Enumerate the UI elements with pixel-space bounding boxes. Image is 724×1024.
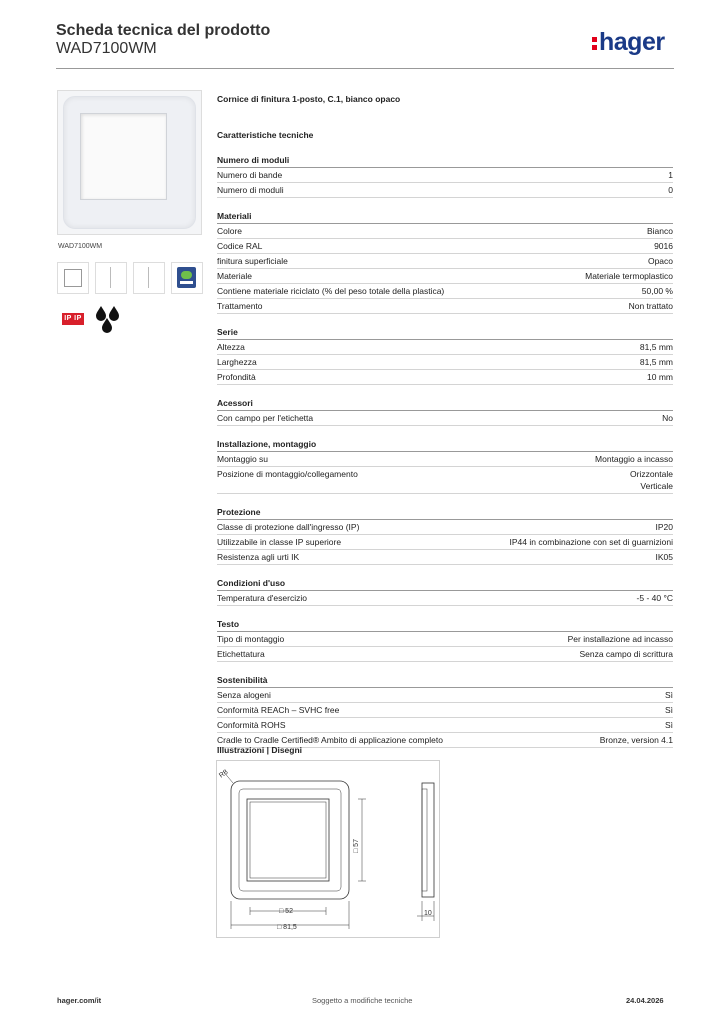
footer-note: Soggetto a modifiche tecniche xyxy=(312,996,413,1005)
spec-label: Materiale xyxy=(217,271,252,281)
spec-value-line: 81,5 mm xyxy=(639,342,673,352)
spec-value-line: Per installazione ad incasso xyxy=(567,634,673,644)
spec-group-title: Condizioni d'uso xyxy=(217,577,673,591)
photo-caption: WAD7100WM xyxy=(58,243,103,250)
spec-label: Senza alogeni xyxy=(217,690,271,700)
spec-label: Con campo per l'etichetta xyxy=(217,413,314,423)
water-drops-icon xyxy=(93,303,123,333)
spec-value xyxy=(585,270,673,282)
spec-value xyxy=(595,453,673,465)
spec-row xyxy=(217,452,673,467)
spec-label: Numero di moduli xyxy=(217,185,284,195)
spec-label: Posizione di montaggio/collegamento xyxy=(217,469,358,479)
spec-row xyxy=(217,355,673,370)
spec-label: Altezza xyxy=(217,342,245,352)
spec-value-line: Opaco xyxy=(647,256,673,266)
logo-dots-icon xyxy=(592,34,598,50)
dim-inner-width-label: □ 52 xyxy=(279,908,293,915)
hager-logo xyxy=(592,28,665,57)
spec-value xyxy=(647,225,673,237)
spec-row xyxy=(217,718,673,733)
page-title: Scheda tecnica del prodotto xyxy=(56,22,271,39)
thumbnail-side-view[interactable] xyxy=(95,262,127,294)
spec-group xyxy=(217,506,673,565)
dim-radius-label: R8 xyxy=(218,768,230,780)
tech-heading: Caratteristiche tecniche xyxy=(217,130,314,140)
spec-value-line: IK05 xyxy=(655,552,673,562)
dimension-drawing xyxy=(216,760,440,938)
spec-group xyxy=(217,326,673,385)
spec-label: Numero di bande xyxy=(217,170,283,180)
spec-value xyxy=(600,734,673,746)
spec-row xyxy=(217,254,673,269)
spec-value xyxy=(668,169,673,181)
spec-value-line: -5 - 40 °C xyxy=(636,593,673,603)
spec-value xyxy=(665,719,673,731)
spec-value xyxy=(668,184,673,196)
spec-group xyxy=(217,438,673,494)
spec-row xyxy=(217,520,673,535)
spec-value-line: IP44 in combinazione con set di guarnizioni xyxy=(509,537,673,547)
frame-inner xyxy=(80,113,167,200)
spec-value xyxy=(640,341,673,353)
side-outline xyxy=(422,783,434,897)
spec-group-title: Protezione xyxy=(217,506,673,520)
spec-group-title: Installazione, montaggio xyxy=(217,438,673,452)
spec-row xyxy=(217,340,673,355)
front-mid-outline xyxy=(239,789,341,891)
thumbnail-side-view-2[interactable] xyxy=(133,262,165,294)
side-inner xyxy=(422,789,427,891)
logo-text: hager xyxy=(599,28,665,56)
spec-table xyxy=(217,92,673,748)
spec-label: Profondità xyxy=(217,372,256,382)
spec-value-line: Sì xyxy=(664,690,673,700)
dim-outer-width-label: □ 81,5 xyxy=(277,924,297,931)
spec-label: Resistenza agli urti IK xyxy=(217,552,300,562)
spec-label: Etichettatura xyxy=(217,649,265,659)
spec-row xyxy=(217,299,673,314)
spec-label: Larghezza xyxy=(217,357,257,367)
spec-label: Trattamento xyxy=(217,301,263,311)
header-divider xyxy=(56,68,674,69)
spec-row xyxy=(217,224,673,239)
spec-value xyxy=(510,536,674,548)
thumbnail-certification[interactable] xyxy=(171,262,203,294)
spec-group xyxy=(217,397,673,426)
spec-row xyxy=(217,632,673,647)
spec-group-title: Numero di moduli xyxy=(217,154,673,168)
spec-group xyxy=(217,618,673,662)
spec-value-line: Orizzontale xyxy=(630,469,673,479)
spec-row xyxy=(217,370,673,385)
drawings-heading: Illustrazioni | Disegni xyxy=(217,745,303,755)
footer-website[interactable]: hager.com/it xyxy=(57,996,102,1005)
spec-label: Conformità ROHS xyxy=(217,720,286,730)
dimension-drawing-svg xyxy=(217,761,439,937)
spec-row xyxy=(217,591,673,606)
dim-depth-label: 10 xyxy=(424,910,432,917)
spec-label: Utilizzabile in classe IP superiore xyxy=(217,537,342,547)
spec-label: finitura superficiale xyxy=(217,256,288,266)
product-photo xyxy=(57,90,202,235)
spec-value xyxy=(637,592,673,604)
spec-row xyxy=(217,239,673,254)
spec-row xyxy=(217,535,673,550)
spec-value-line: IP20 xyxy=(655,522,673,532)
spec-value xyxy=(656,551,674,563)
spec-row xyxy=(217,550,673,565)
spec-label: Conformità REACh – SVHC free xyxy=(217,705,340,715)
spec-value xyxy=(662,412,673,424)
spec-group xyxy=(217,577,673,606)
spec-value xyxy=(629,300,673,312)
spec-value-line: Non trattato xyxy=(628,301,673,311)
spec-label: Codice RAL xyxy=(217,241,263,251)
spec-row xyxy=(217,411,673,426)
spec-value xyxy=(648,255,673,267)
spec-value-line: Materiale termoplastico xyxy=(585,271,673,281)
spec-value-line: Montaggio a incasso xyxy=(595,454,673,464)
front-opening-outline xyxy=(250,802,326,878)
spec-value-line: Sì xyxy=(664,705,673,715)
spec-row xyxy=(217,703,673,718)
spec-value-line: Verticale xyxy=(640,481,673,491)
dim-inner-height-label: □ 57 xyxy=(353,839,360,853)
spec-group xyxy=(217,210,673,314)
spec-value-line: 0 xyxy=(668,185,673,195)
product-name: Cornice di finitura 1-posto, C.1, bianco opaco xyxy=(217,94,401,104)
spec-value-line: Sì xyxy=(664,720,673,730)
spec-row xyxy=(217,467,673,494)
spec-value xyxy=(579,648,673,660)
spec-value xyxy=(665,689,673,701)
spec-value-line: Senza campo di scrittura xyxy=(579,649,673,659)
spec-label: Cradle to Cradle Certified® Ambito di applicazione completo xyxy=(217,735,443,745)
thumbnail-front-view[interactable] xyxy=(57,262,89,294)
side-line-icon xyxy=(148,267,149,288)
spec-label: Contiene materiale riciclato (% del peso totale della plastica) xyxy=(217,286,445,296)
product-code: WAD7100WM xyxy=(56,40,157,57)
spec-value xyxy=(630,468,673,492)
spec-value-line: 1 xyxy=(668,170,673,180)
ip-rating-icon: IP IP xyxy=(62,313,84,325)
front-inner-outline xyxy=(247,799,329,881)
spec-groups xyxy=(217,154,673,748)
spec-group-title: Serie xyxy=(217,326,673,340)
spec-label: Colore xyxy=(217,226,243,236)
spec-value xyxy=(656,521,674,533)
square-frame-icon xyxy=(64,269,82,287)
spec-value xyxy=(647,371,673,383)
spec-group-title: Testo xyxy=(217,618,673,632)
spec-value xyxy=(640,356,673,368)
spec-value-line: 50,00 % xyxy=(641,286,673,296)
spec-row xyxy=(217,688,673,703)
spec-group xyxy=(217,674,673,748)
certification-badge-icon xyxy=(177,267,196,288)
spec-value-line: 9016 xyxy=(654,241,673,251)
spec-row xyxy=(217,647,673,662)
spec-label: Montaggio su xyxy=(217,454,269,464)
spec-group-title: Materiali xyxy=(217,210,673,224)
spec-label: Temperatura d'esercizio xyxy=(217,593,307,603)
spec-value-line: No xyxy=(662,413,673,423)
spec-group-title: Acessori xyxy=(217,397,673,411)
spec-group-title: Sostenibilità xyxy=(217,674,673,688)
spec-value xyxy=(654,240,673,252)
spec-row xyxy=(217,284,673,299)
spec-value-line: Bronze, version 4.1 xyxy=(599,735,673,745)
spec-value-line: Bianco xyxy=(647,226,673,236)
spec-row xyxy=(217,269,673,284)
side-line-icon xyxy=(110,267,111,288)
spec-value xyxy=(665,704,673,716)
spec-value xyxy=(568,633,673,645)
spec-value xyxy=(642,285,673,297)
spec-label: Classe di protezione dall'ingresso (IP) xyxy=(217,522,360,532)
spec-row xyxy=(217,168,673,183)
spec-label: Tipo di montaggio xyxy=(217,634,285,644)
spec-row xyxy=(217,183,673,198)
spec-value-line: 10 mm xyxy=(647,372,673,382)
footer-date: 24.04.2026 xyxy=(626,996,664,1005)
spec-value-line: 81,5 mm xyxy=(639,357,673,367)
spec-group xyxy=(217,154,673,198)
